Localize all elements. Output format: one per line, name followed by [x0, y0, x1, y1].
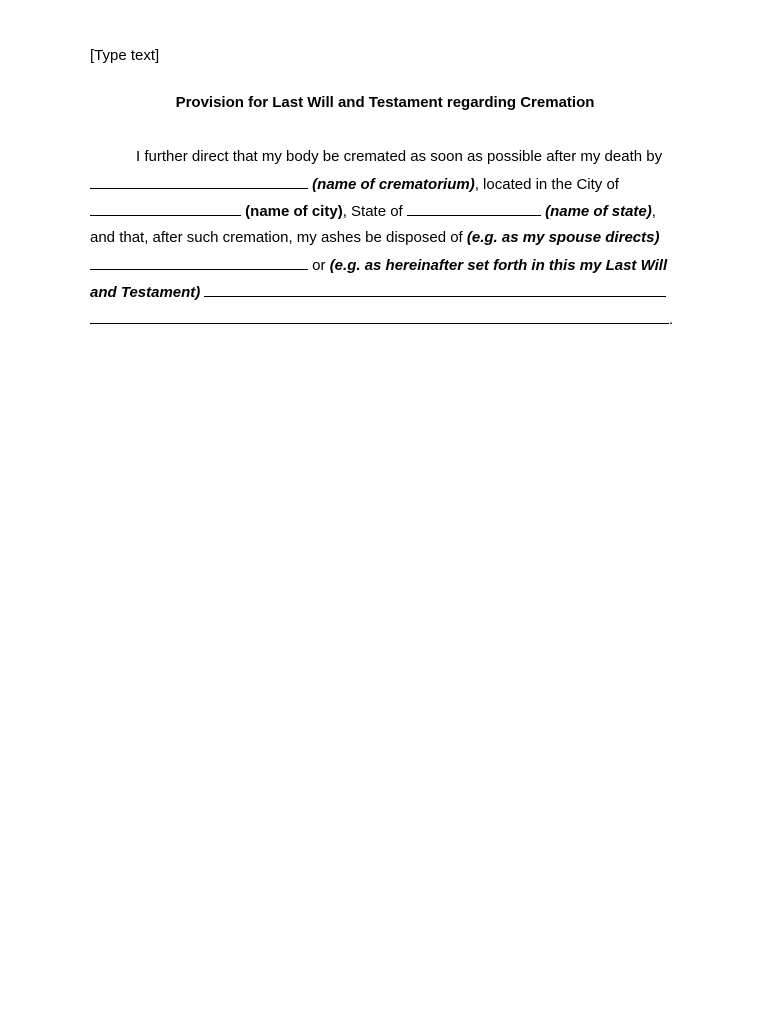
crematorium-label: (name of crematorium): [312, 176, 475, 193]
crematorium-blank[interactable]: [90, 175, 308, 189]
hereinafter-label: (e.g. as hereinafter set forth in this my Last Will: [329, 257, 668, 274]
header-placeholder: [Type text]: [90, 47, 160, 64]
disposal-blank[interactable]: [90, 256, 308, 270]
instructions-blank-2[interactable]: [90, 310, 669, 324]
ashes-text: and that, after such cremation, my ashes be disposed of: [90, 229, 463, 246]
paragraph-line-4: [90, 229, 659, 247]
city-label: (name of city): [245, 203, 343, 220]
paragraph-line-5: [90, 256, 667, 275]
paragraph-line-1: [136, 148, 662, 166]
instructions-blank-1[interactable]: [204, 283, 666, 297]
line1-text: I further direct that my body be cremated as soon as possible after my death by: [136, 148, 663, 165]
city-blank[interactable]: [90, 202, 241, 216]
document-title: Provision for Last Will and Testament regarding Cremation: [175, 94, 595, 111]
state-label: (name of state): [545, 203, 652, 220]
state-comma: ,: [651, 203, 656, 220]
spouse-label: (e.g. as my spouse directs): [466, 229, 660, 246]
paragraph-line-3: [90, 202, 656, 221]
testament-label: and Testament): [90, 284, 201, 301]
state-text: , State of: [342, 203, 403, 220]
paragraph-line-6: [90, 283, 666, 302]
final-period: .: [669, 311, 674, 328]
located-text: , located in the City of: [474, 176, 619, 193]
or-text: or: [312, 257, 326, 274]
paragraph-line-2: [90, 175, 619, 194]
state-blank[interactable]: [407, 202, 541, 216]
paragraph-line-7: [90, 310, 673, 329]
